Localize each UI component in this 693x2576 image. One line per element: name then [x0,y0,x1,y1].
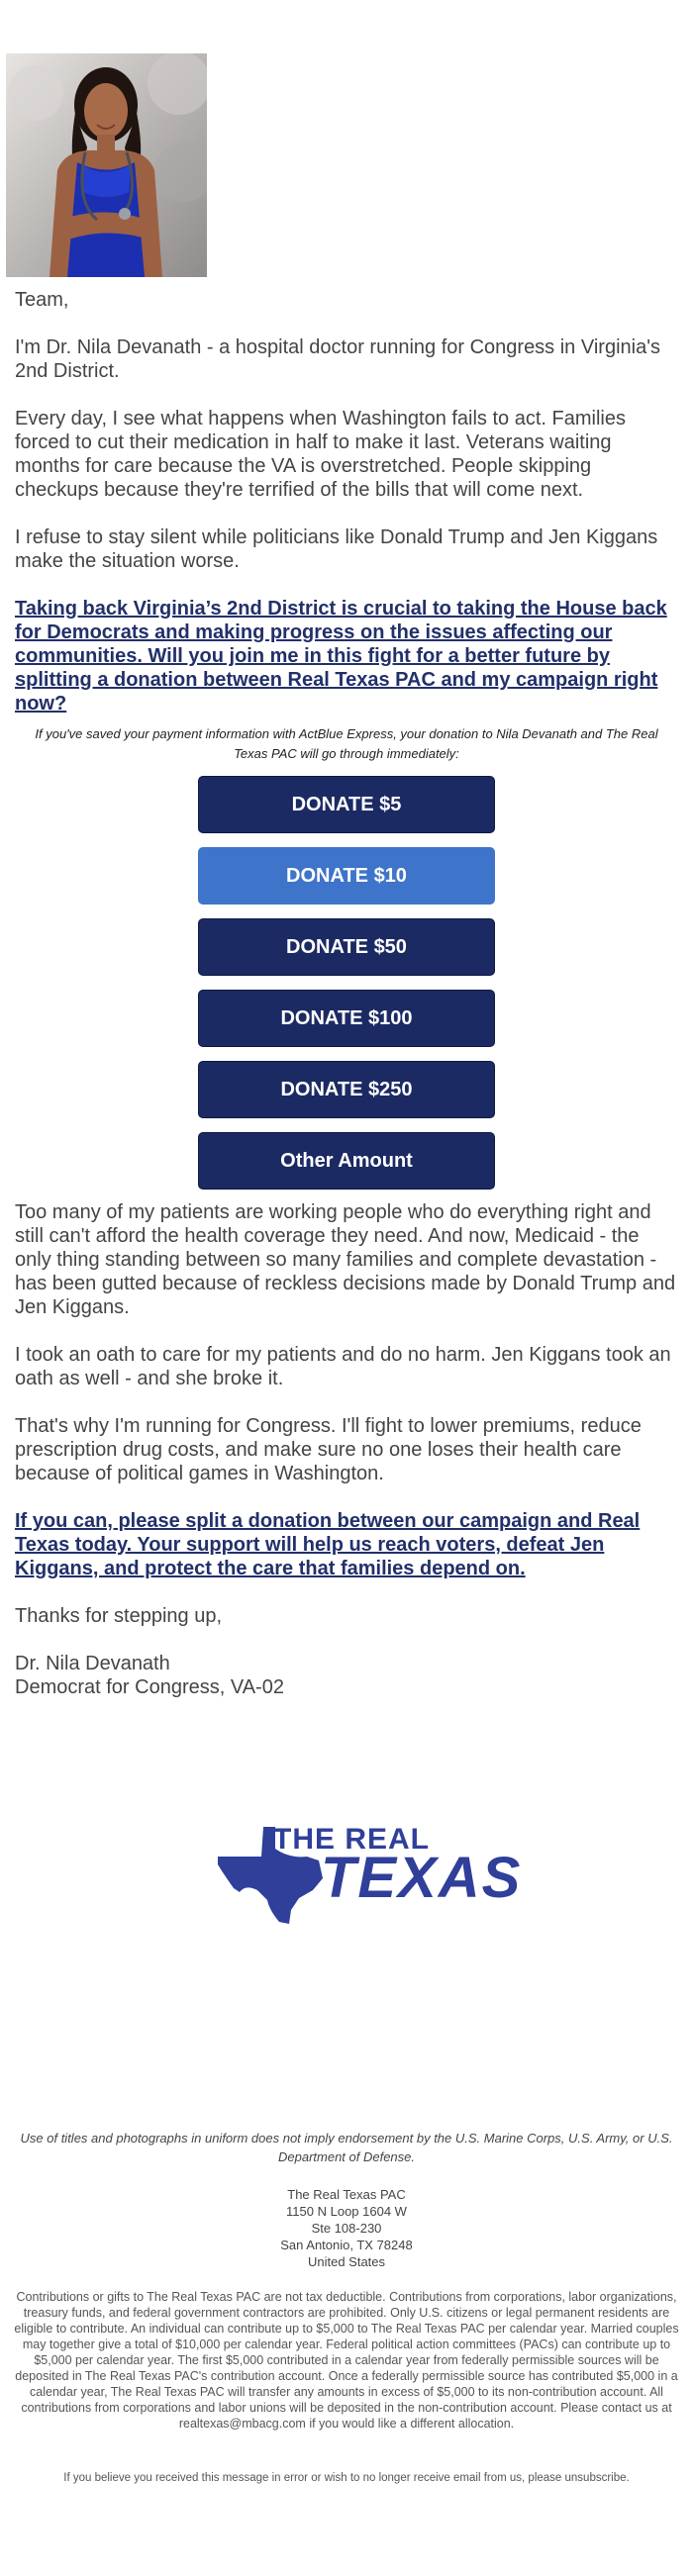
address-line: The Real Texas PAC [287,2187,406,2202]
legal-disclaimer: Contributions or gifts to The Real Texas PAC are not tax deductible. Contributions from corporations, labor organizations, treasury funds, and federal government contractors are prohibited. Only U.S. citizens or legal permanent residents are eligible to contribute. An individual can contribute up to $5,000 to The Real Texas PAC per calendar year. Married couples may together give a total of $10,000 per calendar year. Federal political action committees (PACs) can contribute up to $5,000 per calendar year. The first $5,000 contributed in a calendar year from federally permissible sources will be deposited in The Real Texas PAC's contribution account. Once a federally permissible source has contributed $5,000 in a calendar year, The Real Texas PAC will transfer any amounts in excess of $5,000 to its non-contribution account. All contributions from corporations and labor unions will be deposited in the non-contribution account. Please contact us at realtexas@mbacg.com if you would like a different allocation. [14,2290,679,2431]
cta-link-1[interactable]: Taking back Virginia’s 2nd District is crucial to taking the House back for Democrats and making progress on the issues affecting our communities. Will you join me in this fight for a better future by splitting a donation between Real Texas PAC and my campaign right now? [15,598,667,715]
signature-name: Dr. Nila Devanath [15,1653,170,1674]
address-line: United States [307,2254,386,2269]
paragraph-refuse: I refuse to stay silent while politicians like Donald Trump and Jen Kiggans make the situation worse. [15,526,658,572]
unsubscribe-text[interactable]: If you believe you received this message in error or wish to no longer receive email from us, please unsubscribe. [63,2472,630,2484]
address-line: Ste 108-230 [311,2221,382,2236]
email-body [15,282,678,1699]
uniform-disclaimer: Use of titles and photographs in uniform does not imply endorsement by the U.S. Marine Corps, U.S. Army, or U.S. Department of Defense. [20,2131,673,2164]
donate-button-group [15,776,678,1190]
paragraph-running: That's why I'm running for Congress. I'll fight to lower premiums, reduce prescription drug costs, and make sure no one loses their health care because of political games in Washington. [15,1415,642,1484]
donate-250-button[interactable]: DONATE $250 [198,1061,495,1118]
paragraph-patients: Too many of my patients are working people who do everything right and still can't afford the health coverage they need. And now, Medicaid - the only thing standing between so many families and complete devastation - has been gutted because of reckless decisions made by Donald Trump and Jen Kiggans. [15,1201,676,1318]
closing-thanks: Thanks for stepping up, [15,1605,223,1627]
actblue-express-note: If you've saved your payment information with ActBlue Express, your donation to Nila Devanath and The Real Texas PAC will go through immediately: [35,726,658,761]
candidate-photo [6,53,207,277]
address-line: 1150 N Loop 1604 W [286,2204,407,2219]
pac-address [0,2186,693,2270]
logo-line-2: TEXAS [321,1846,523,1910]
signature-title: Democrat for Congress, VA-02 [15,1676,284,1698]
address-line: San Antonio, TX 78248 [280,2238,413,2252]
donate-100-button[interactable]: DONATE $100 [198,990,495,1047]
donate-other-amount-button[interactable]: Other Amount [198,1132,495,1190]
paragraph-intro: I'm Dr. Nila Devanath - a hospital doctor running for Congress in Virginia's 2nd District. [15,336,661,382]
logo-line-1: THE REAL [273,1823,430,1856]
candidate-photo-illustration [6,53,207,277]
paragraph-every-day: Every day, I see what happens when Washington fails to act. Families forced to cut their medication in half to make it last. Veterans waiting months for care because the VA is overstretched. People skipping checkups because they're terrified of the bills that will come next. [15,408,626,501]
donate-10-button[interactable]: DONATE $10 [198,847,495,905]
donate-50-button[interactable]: DONATE $50 [198,918,495,976]
greeting: Team, [15,289,69,311]
cta-link-2[interactable]: If you can, please split a donation between our campaign and Real Texas today. Your support will help us reach voters, defeat Jen Kiggans, and protect the care that families depend on. [15,1510,641,1579]
donate-5-button[interactable]: DONATE $5 [198,776,495,833]
paragraph-oath: I took an oath to care for my patients and do no harm. Jen Kiggans took an oath as well - and she broke it. [15,1344,671,1389]
real-texas-logo [210,1819,523,1928]
